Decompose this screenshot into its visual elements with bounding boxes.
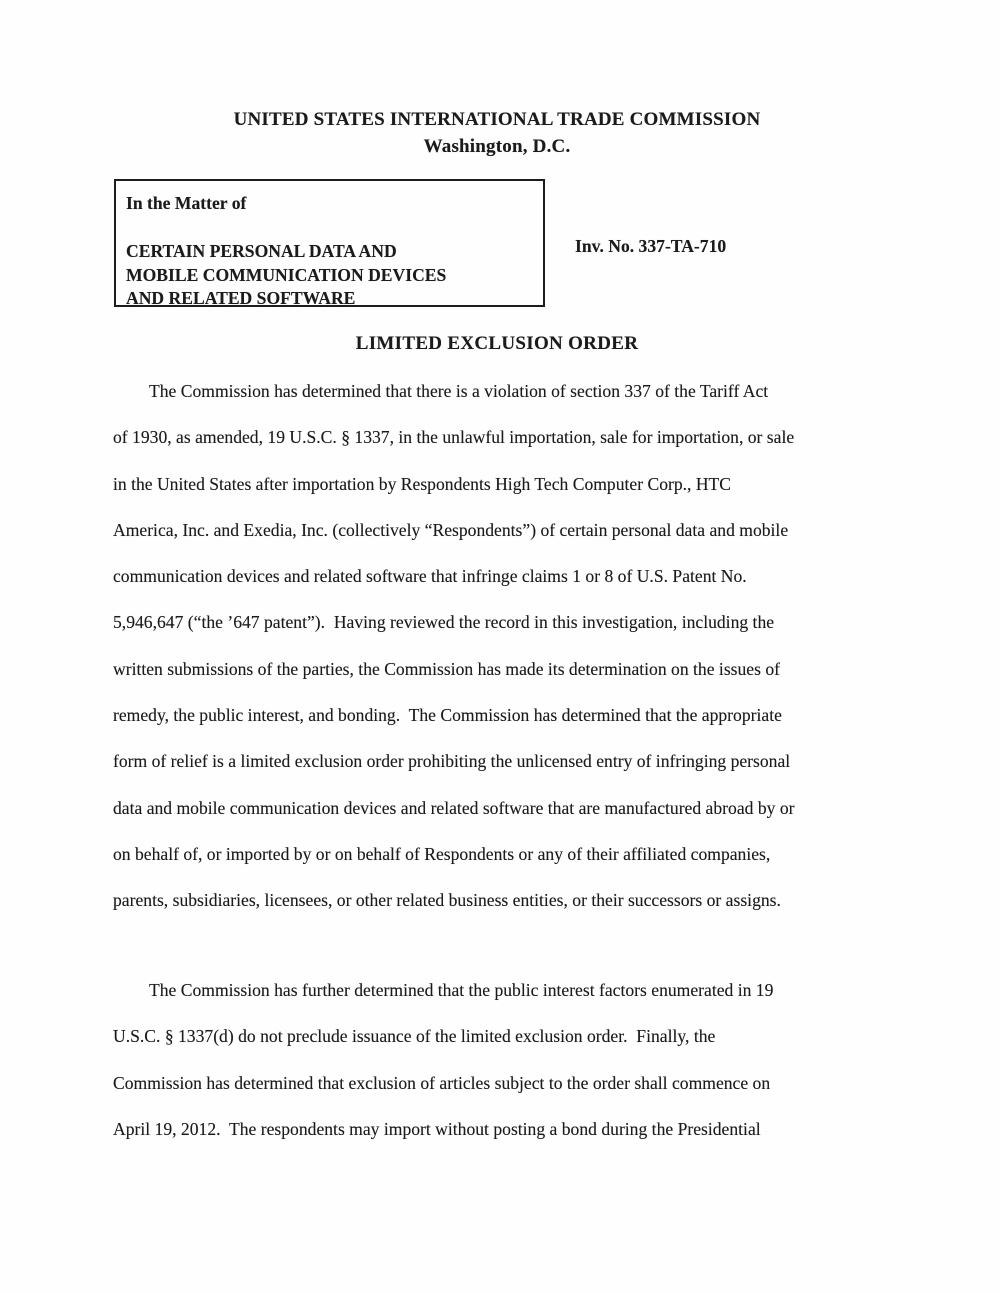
paragraph-1 xyxy=(113,381,794,937)
in-the-matter-of-label: In the Matter of xyxy=(126,193,247,213)
text-line: form of relief is a limited exclusion order prohibiting the unlicensed entry of infringing personal xyxy=(113,751,791,772)
case-title-line: CERTAIN PERSONAL DATA AND xyxy=(126,241,397,261)
text-line: The Commission has further determined that the public interest factors enumerated in 19 xyxy=(149,980,774,1000)
commission-title: UNITED STATES INTERNATIONAL TRADE COMMISSION xyxy=(233,109,761,130)
document-header xyxy=(0,106,994,160)
text-line: The Commission has determined that there is a violation of section 337 of the Tariff Act xyxy=(149,381,769,401)
investigation-number: Inv. No. 337-TA-710 xyxy=(575,236,727,256)
text-line: U.S.C. § 1337(d) do not preclude issuance of the limited exclusion order. Finally, the xyxy=(113,1026,716,1047)
text-line: April 19, 2012. The respondents may import without posting a bond during the Presidential xyxy=(113,1118,761,1139)
text-line: data and mobile communication devices and related software that are manufactured abroad by or xyxy=(113,797,795,818)
case-title-line: AND RELATED SOFTWARE xyxy=(126,288,356,308)
case-caption-box xyxy=(114,179,545,307)
text-line: in the United States after importation by Respondents High Tech Computer Corp., HTC xyxy=(113,473,732,494)
text-line: Commission has determined that exclusion of articles subject to the order shall commence on xyxy=(113,1072,771,1093)
text-line: communication devices and related software that infringe claims 1 or 8 of U.S. Patent No. xyxy=(113,566,747,587)
text-line: written submissions of the parties, the Commission has made its determination on the issues of xyxy=(113,658,781,679)
order-title: LIMITED EXCLUSION ORDER xyxy=(355,333,639,354)
text-line: on behalf of, or imported by or on behalf of Respondents or any of their affiliated companies, xyxy=(113,843,771,864)
commission-location: Washington, D.C. xyxy=(423,136,571,157)
text-line: of 1930, as amended, 19 U.S.C. § 1337, in the unlawful importation, sale for importation, or sale xyxy=(113,427,795,448)
case-title-line: MOBILE COMMUNICATION DEVICES xyxy=(126,264,447,285)
text-line: parents, subsidiaries, licensees, or other related business entities, or their successors or assigns. xyxy=(113,890,781,911)
text-line: remedy, the public interest, and bonding. The Commission has determined that the appropriate xyxy=(113,705,782,726)
paragraph-2 xyxy=(113,980,773,1165)
case-title xyxy=(126,240,543,311)
text-line: 5,946,647 (“the ’647 patent”). Having reviewed the record in this investigation, including the xyxy=(113,612,775,633)
text-line: America, Inc. and Exedia, Inc. (collectively “Respondents”) of certain personal data and mobile xyxy=(113,519,789,540)
